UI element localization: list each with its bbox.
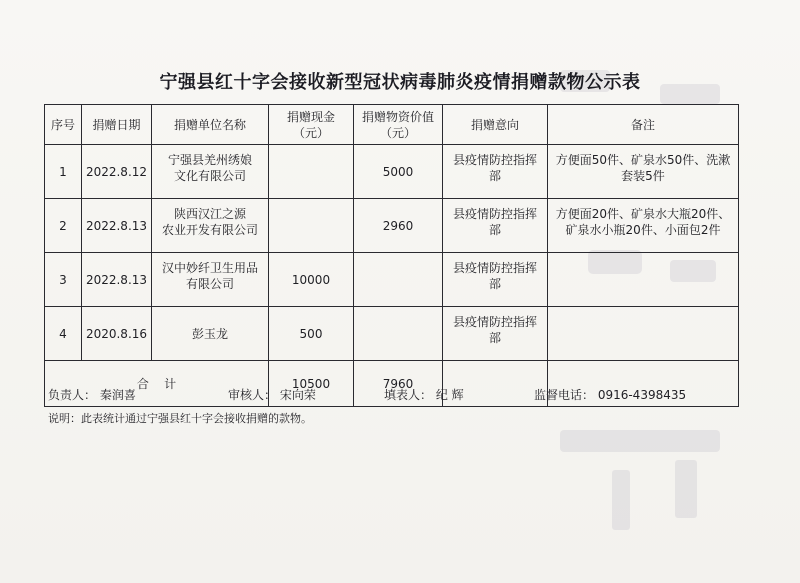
- cell-cash: 10000: [269, 253, 354, 307]
- cell-donor: 彭玉龙: [152, 307, 269, 361]
- remark-line2: 套装5件: [621, 169, 665, 183]
- header-donor: 捐赠单位名称: [152, 105, 269, 145]
- cell-no: 1: [45, 145, 82, 199]
- total-label: 合 计: [45, 361, 269, 407]
- intent-line1: 县疫情防控指挥: [452, 261, 537, 275]
- cell-donor: [152, 199, 269, 253]
- cell-no: 3: [45, 253, 82, 307]
- cell-cash: [269, 199, 354, 253]
- header-remark: 备注: [548, 105, 739, 145]
- page-title: 宁强县红十字会接收新型冠状病毒肺炎疫情捐赠款物公示表: [159, 72, 641, 93]
- cell-goods: 5000: [354, 145, 443, 199]
- supervision-phone: 监督电话： 0916-4398435: [534, 388, 687, 402]
- donor-line1: 宁强县羌州绣娘: [167, 153, 252, 167]
- cell-intent: [443, 145, 548, 199]
- intent-line2: 部: [488, 331, 501, 345]
- table-row: [45, 253, 739, 307]
- total-cash: 10500: [269, 361, 354, 407]
- cell-remark: [548, 199, 739, 253]
- intent-line2: 部: [488, 223, 501, 237]
- cell-cash: [269, 145, 354, 199]
- donation-table: [44, 104, 739, 407]
- cell-intent: [443, 199, 548, 253]
- reviewer: 审核人： 宋向荣: [228, 388, 316, 402]
- header-date: 捐赠日期: [82, 105, 152, 145]
- donor-line2: 农业开发有限公司: [161, 223, 258, 237]
- header-cash: [269, 105, 354, 145]
- cell-intent: [443, 307, 548, 361]
- intent-line2: 部: [488, 277, 501, 291]
- cell-date: 2022.8.13: [82, 199, 152, 253]
- form-filler: 填表人： 纪 辉: [384, 388, 464, 402]
- intent-line1: 县疫情防控指挥: [452, 207, 537, 221]
- cell-remark: [548, 253, 739, 307]
- cell-goods: [354, 307, 443, 361]
- cell-remark: [548, 145, 739, 199]
- header-goods: [354, 105, 443, 145]
- cell-goods: 2960: [354, 199, 443, 253]
- donor-line1: 陕西汉江之源: [173, 207, 246, 221]
- header-no: 序号: [45, 105, 82, 145]
- intent-line1: 县疫情防控指挥: [452, 315, 537, 329]
- header-goods-line2: （元）: [379, 125, 416, 140]
- cell-donor: [152, 145, 269, 199]
- cell-goods: [354, 253, 443, 307]
- responsible-person: 负责人： 秦润喜: [48, 388, 136, 402]
- header-goods-line1: 捐赠物资价值: [361, 109, 434, 124]
- cell-donor: [152, 253, 269, 307]
- cell-date: 2022.8.13: [82, 253, 152, 307]
- donor-line2: 有限公司: [185, 277, 234, 291]
- cell-date: 2022.8.12: [82, 145, 152, 199]
- remark-line1: 方便面50件、矿泉水50件、洗漱: [555, 153, 731, 167]
- total-goods: 7960: [354, 361, 443, 407]
- donor-line2: 文化有限公司: [173, 169, 246, 183]
- remark-line2: 矿泉水小瓶20件、小面包2件: [565, 223, 721, 237]
- cell-cash: 500: [269, 307, 354, 361]
- remark-line1: 方便面20件、矿泉水大瓶20件、: [555, 207, 731, 221]
- footnote: 说明：此表统计通过宁强县红十字会接收捐赠的款物。: [48, 412, 312, 425]
- header-cash-line1: 捐赠现金: [286, 109, 335, 124]
- table-row: [45, 199, 739, 253]
- intent-line2: 部: [488, 169, 501, 183]
- header-intent: 捐赠意向: [443, 105, 548, 145]
- intent-line1: 县疫情防控指挥: [452, 153, 537, 167]
- header-cash-line2: （元）: [292, 125, 329, 140]
- table-row: [45, 307, 739, 361]
- cell-no: 2: [45, 199, 82, 253]
- table-header-row: [45, 105, 739, 145]
- cell-remark: [548, 307, 739, 361]
- donor-line1: 汉中妙纤卫生用品: [161, 261, 258, 275]
- cell-intent: [443, 253, 548, 307]
- table-row: [45, 145, 739, 199]
- cell-no: 4: [45, 307, 82, 361]
- cell-date: 2020.8.16: [82, 307, 152, 361]
